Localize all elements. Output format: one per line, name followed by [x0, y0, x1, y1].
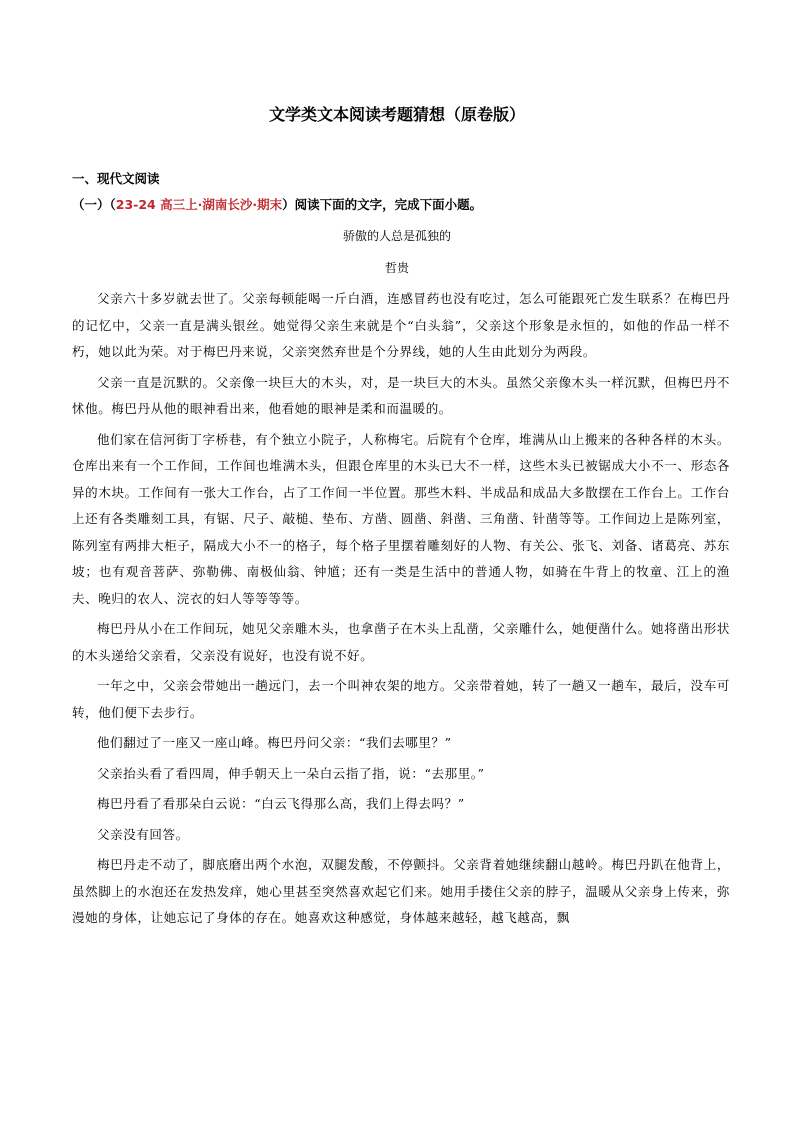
- story-author: 哲贵: [384, 261, 409, 275]
- question-prefix: （一）（: [72, 197, 116, 212]
- document-title: 文学类文本阅读考题猜想（原卷版）: [268, 105, 525, 124]
- story-paragraph: 一年之中，父亲会带她出一趟远门，去一个叫神农架的地方。父亲带着她，转了一趟又一趟车，最后，没车可转，他们便下去步行。: [72, 678, 730, 720]
- story-paragraph: 梅巴丹看了看那朵白云说：“白云飞得那么高，我们上得去吗？”: [97, 796, 465, 811]
- story-paragraph: 父亲六十多岁就去世了。父亲每顿能喝一斤白酒，连感冒药也没有吃过，怎么可能跟死亡发生联系？在梅巴丹的记忆中，父亲一直是满头银丝。她觉得父亲生来就是个“白头翁”，父亲这个形象是永恒的，如他的作品一样不朽，她以此为荣。对于梅巴丹来说，父亲突然弃世是个分界线，她的人生由此划分为两段。: [72, 291, 730, 359]
- story-body: [72, 286, 730, 936]
- section-heading: 一、现代文阅读: [72, 171, 160, 186]
- question-instruction: [72, 196, 482, 214]
- story-title: 骄傲的人总是孤独的: [342, 229, 451, 243]
- story-paragraph: 他们翻过了一座又一座山峰。梅巴丹问父亲：“我们去哪里？”: [97, 735, 452, 750]
- story-paragraph: 他们家在信河街丁字桥巷，有个独立小院子，人称梅宅。后院有个仓库，堆满从山上搬来的各种各样的木头。仓库出来有一个工作间，工作间也堆满木头，但跟仓库里的木头已大不一样，这些木头已被锯成大小不一、形态各异的木块。工作间有一张大工作台，占了工作间一半位置。那些木料、半成品和成品大多散摆在工作台上。工作台上还有各类雕刻工具，有锯、尺子、敲槌、垫布、方凿、圆凿、斜凿、三角凿、针凿等等。工作间边上是陈列室，陈列室有两排大柜子，隔成大小不一的格子，每个格子里摆着雕刻好的人物、有关公、张飞、刘备、诸葛亮、苏东坡；也有观音菩萨、弥勒佛、南极仙翁、钟馗；还有一类是生活中的普通人物，如骑在牛背上的牧童、江上的渔夫、晚归的农人、浣衣的妇人等等等等。: [72, 431, 730, 606]
- story-paragraph: 梅巴丹从小在工作间玩，她见父亲雕木头，也拿凿子在木头上乱凿，父亲雕什么，她便凿什么。她将凿出形状的木头递给父亲看，父亲没有说好，也没有说不好。: [72, 621, 730, 663]
- story-paragraph: 梅巴丹走不动了，脚底磨出两个水泡，双腿发酸，不停颤抖。父亲背着她继续翻山越岭。梅巴丹趴在他背上，虽然脚上的水泡还在发热发痒，她心里甚至突然喜欢起它们来。她用手搂住父亲的脖子，温暖从父亲身上传来，弥漫她的身体，让她忘记了身体的存在。她喜欢这种感觉，身体越来越轻，越飞越高，飘: [72, 857, 730, 925]
- story-paragraph: 父亲抬头看了看四周，伸手朝天上一朵白云指了指，说：“去那里。”: [97, 765, 485, 781]
- question-suffix: ）阅读下面的文字，完成下面小题。: [282, 197, 483, 212]
- story-paragraph: 父亲没有回答。: [97, 826, 189, 842]
- question-source-tag: 23-24 高三上·湖南长沙·期末: [115, 197, 283, 212]
- story-paragraph: 父亲一直是沉默的。父亲像一块巨大的木头，对，是一块巨大的木头。虽然父亲像木头一样沉默，但梅巴丹不怵他。梅巴丹从他的眼神看出来，他看她的眼神是柔和而温暖的。: [72, 374, 730, 416]
